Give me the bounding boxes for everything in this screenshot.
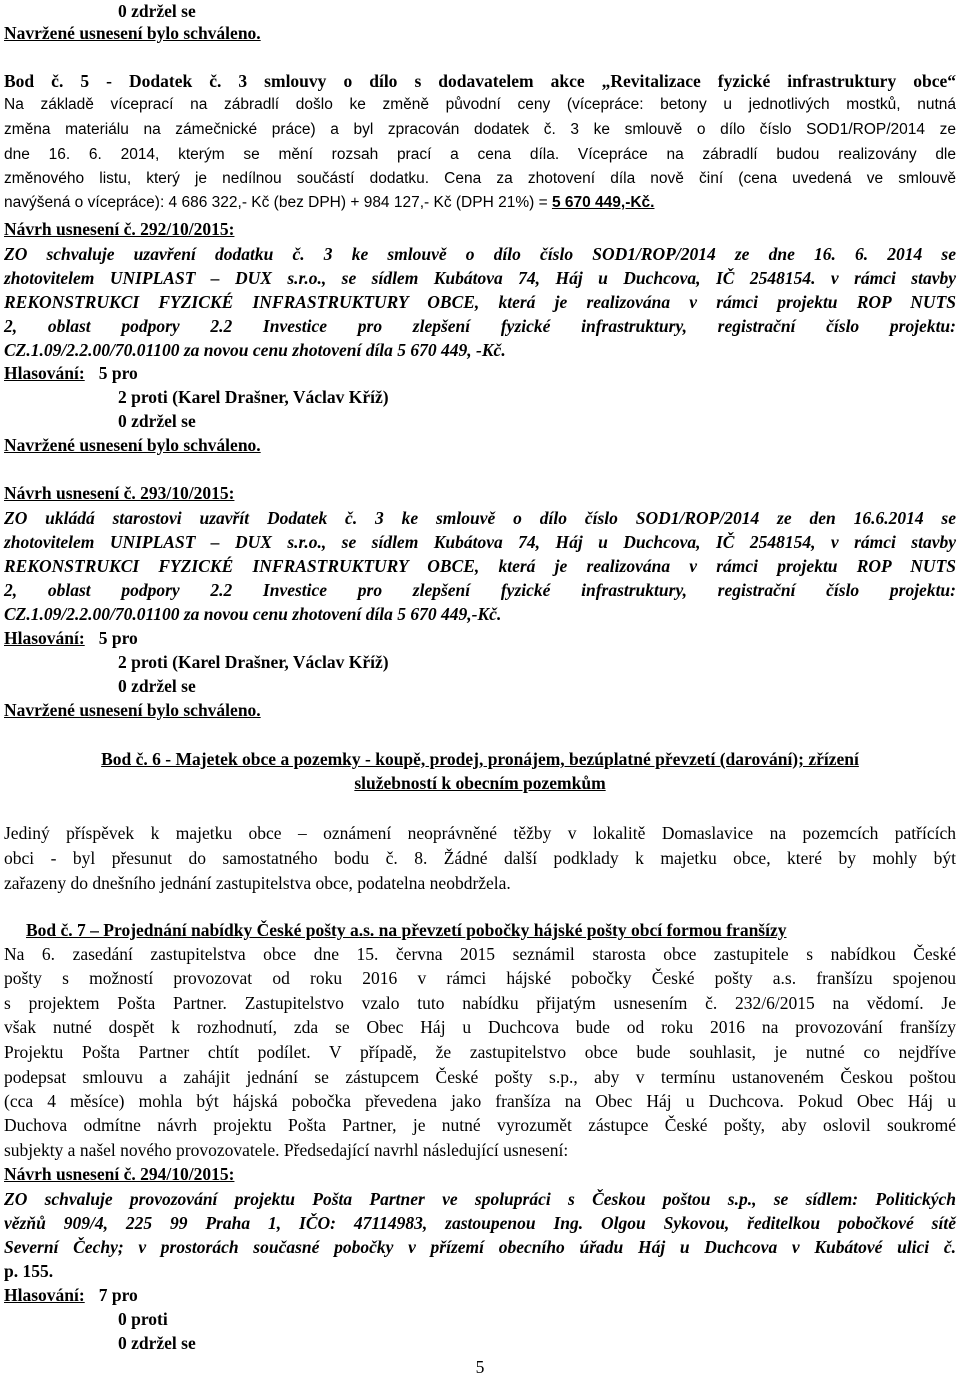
paragraph-line: obci - byl přesunut do samostatného bodu č. 8. Žádné další podklady k majetku obce, které by mohly být (4, 848, 956, 868)
resolution-approved: Navržené usnesení bylo schváleno. (4, 435, 261, 455)
vote-block (4, 362, 138, 384)
paragraph-line: změnového listu, který je nedílnou součástí dodatku. Cena za zhotovení díla nově činí (cena uvedená ve smlouvě (4, 170, 956, 187)
vote-label: Hlasování: (4, 363, 85, 383)
resolution-line: ZO schvaluje uzavření dodatku č. 3 ke smlouvě o dílo číslo SOD1/ROP/2014 ze dne 16. 6. 2014 se (4, 244, 956, 264)
paragraph-line: s projektem Pošta Partner. Zastupitelstvo vzalo tuto nabídku přijatým usnesením č. 232/6/2015 na vědomí. Je (4, 993, 956, 1013)
resolution-line: CZ.1.09/2.2.00/70.01100 za novou cenu zhotovení díla 5 670 449,-Kč. (4, 604, 502, 624)
resolution-line: ZO ukládá starostovi uzavřít Dodatek č. 3 ke smlouvě o dílo číslo SOD1/ROP/2014 ze den 16.6.2014 se (4, 508, 956, 528)
abstain-line: 0 zdržel se (118, 1, 196, 21)
paragraph-line: Na základě víceprací na zábradlí došlo ke změně původní ceny (vícepráce: betony u jednotlivých mostků, nutná (4, 96, 956, 113)
paragraph-line: zařazeny do dnešního jednání zastupitelstva obce, podatelna neobdržela. (4, 873, 511, 893)
paragraph-line: (cca 4 měsíce) mohla být hájská pobočka převedena jako franšíza na Obec Háj u Duchcova. Pokud Obec Háj u (4, 1091, 956, 1111)
resolution-line: REKONSTRUKCI FYZICKÉ INFRASTRUKTURY OBCE, která je realizována v rámci projektu ROP NUTS (4, 556, 956, 576)
price-total: 5 670 449,-Kč. (551, 194, 655, 211)
paragraph-line: dne 16. 6. 2014, kterým se mění rozsah prací a cena díla. Vícepráce na zábradlí budou realizovány dle (4, 146, 956, 163)
section-heading-bod6: Bod č. 6 - Majetek obce a pozemky - koupě, prodej, pronájem, bezúplatné převzetí (darování); zřízení (101, 749, 859, 769)
paragraph-line: Projektu Pošta Partner chtít podílet. V případě, že zastupitelstvo obce bude souhlasit, je nutné co nejdříve (4, 1042, 956, 1062)
paragraph-line: podepsat smlouvu a zahájit jednání se zástupcem České pošty s.p., aby v termínu ustanoveném Českou poštou (4, 1067, 956, 1087)
vote-pro: 5 pro (98, 363, 138, 383)
resolution-line: p. 155. (4, 1261, 54, 1281)
resolution-line: 2, oblast podpory 2.2 Investice pro zlepšení fyzické infrastruktury, registrační číslo projektu: (4, 580, 956, 600)
resolution-proposal-292: Návrh usnesení č. 292/10/2015: (4, 219, 235, 239)
vote-zdrzel: 0 zdržel se (118, 1333, 196, 1353)
section-heading-bod7: Bod č. 7 – Projednání nabídky České pošty a.s. na převzetí pobočky hájské pošty obcí formou franšízy (26, 920, 787, 940)
paragraph-line: však nutné dospět k rozhodnutí, zda se Obec Háj u Duchcova bude od roku 2016 na provozování franšízy (4, 1017, 956, 1037)
vote-pro: 7 pro (98, 1285, 138, 1305)
page-number: 5 (475, 1357, 485, 1377)
paragraph-line: změna materiálu na zámečnické práce) a byl zpracován dodatek č. 3 ke smlouvě o dílo číslo SOD1/ROP/2014 ze (4, 121, 956, 138)
resolution-line: ZO schvaluje provozování projektu Pošta Partner ve spolupráci s Českou poštou s.p., se sídlem: Politických (4, 1189, 956, 1209)
section-heading-bod6-line2: služebností k obecním pozemkům (354, 773, 606, 793)
resolution-approved: Navržené usnesení bylo schváleno. (4, 23, 261, 43)
paragraph-line (4, 192, 654, 214)
vote-label: Hlasování: (4, 1285, 85, 1305)
vote-zdrzel: 0 zdržel se (118, 676, 196, 696)
resolution-line: zhotovitelem UNIPLAST – DUX s.r.o., se sídlem Kubátova 74, Háj u Duchcova, IČ 2548154, v rámci stavby (4, 532, 956, 552)
paragraph-line: pošty s možností provozovat od roku 2016 v rámci hájské pobočky České pošty a.s. franšízu spojenou (4, 968, 956, 988)
price-text: navýšená o vícepráce): 4 686 322,- Kč (bez DPH) + 984 127,- Kč (DPH 21%) = (4, 194, 552, 211)
resolution-line: CZ.1.09/2.2.00/70.01100 za novou cenu zhotovení díla 5 670 449, -Kč. (4, 340, 506, 360)
paragraph-line: subjekty a našel nového provozovatele. Předsedající navrhl následující usnesení: (4, 1140, 569, 1160)
resolution-approved: Navržené usnesení bylo schváleno. (4, 700, 261, 720)
vote-proti: 2 proti (Karel Drašner, Václav Kříž) (118, 387, 389, 407)
resolution-line: REKONSTRUKCI FYZICKÉ INFRASTRUKTURY OBCE, která je realizována v rámci projektu ROP NUTS (4, 292, 956, 312)
resolution-proposal-294: Návrh usnesení č. 294/10/2015: (4, 1164, 235, 1184)
resolution-line: zhotovitelem UNIPLAST – DUX s.r.o., se sídlem Kubátova 74, Háj u Duchcova, IČ 2548154. v rámci stavby (4, 268, 956, 288)
paragraph-line: Na 6. zasedání zastupitelstva obce dne 15. června 2015 seznámil starosta obce zastupitele s nabídkou České (4, 944, 956, 964)
vote-block (4, 1284, 138, 1306)
paragraph-line: Jediný příspěvek k majetku obce – oznámení neoprávněné těžby v lokalitě Domaslavice na pozemcích patřících (4, 823, 956, 843)
vote-label: Hlasování: (4, 628, 85, 648)
vote-block (4, 627, 138, 649)
resolution-line: vězňů 909/4, 225 99 Praha 1, IČO: 47114983, zastoupenou Ing. Olgou Sykovou, ředitelkou pobočkové sítě (4, 1213, 956, 1233)
resolution-proposal-293: Návrh usnesení č. 293/10/2015: (4, 483, 235, 503)
vote-zdrzel: 0 zdržel se (118, 411, 196, 431)
paragraph-line: Duchova odmítne návrh projektu Pošta Partner, je nutné vyrozumět zástupce České pošty, aby oslovil soukromé (4, 1115, 956, 1135)
vote-proti: 2 proti (Karel Drašner, Václav Kříž) (118, 652, 389, 672)
vote-pro: 5 pro (98, 628, 138, 648)
vote-proti: 0 proti (118, 1309, 168, 1329)
resolution-line: 2, oblast podpory 2.2 Investice pro zlepšení fyzické infrastruktury, registrační číslo projektu: (4, 316, 956, 336)
section-heading-bod5: Bod č. 5 - Dodatek č. 3 smlouvy o dílo s dodavatelem akce „Revitalizace fyzické infrastruktury obce“ (4, 71, 956, 91)
resolution-line: Severní Čechy; v prostorách současné pobočky v přízemí obecního úřadu Háj u Duchcova v Kubátové ulici č. (4, 1237, 956, 1257)
